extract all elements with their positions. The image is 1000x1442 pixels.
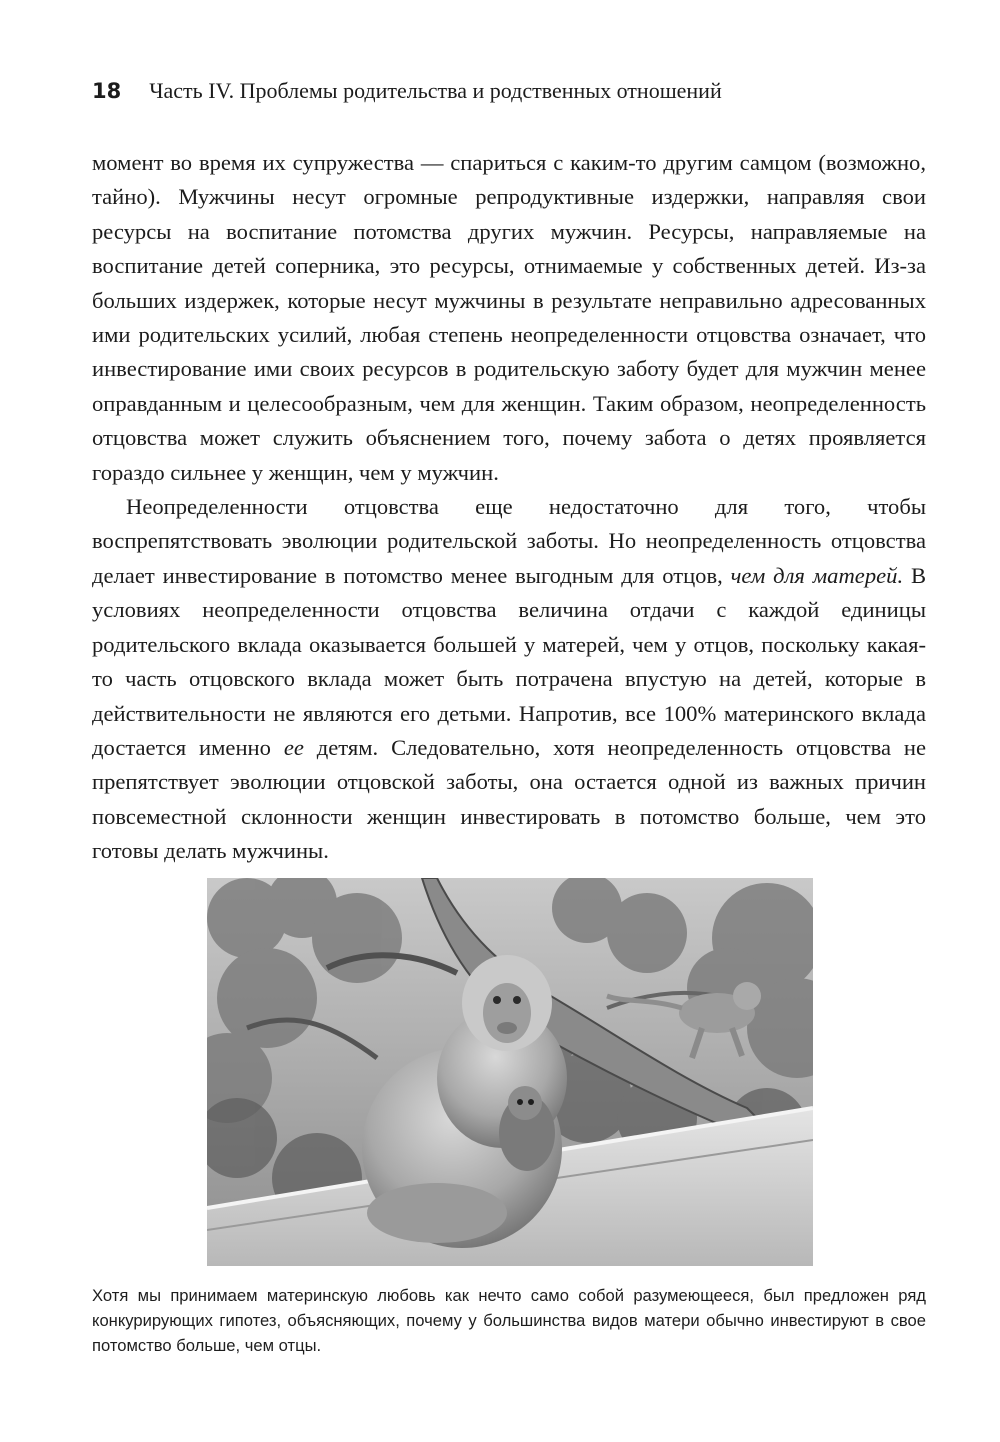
- paragraph-2-text-3: детям. Следовательно, хотя неопределенность отцовства не препятствует эволюции отцовской заботы, она остается одной из важных причин повсеместной склонности женщин инвестировать в потомство больше, чем это готовы делать мужчины.: [92, 734, 926, 864]
- paragraph-2-text-2: В условиях неопределенности отцовства величина отдачи с каждой единицы родительского вклада оказывается большей у матерей, чем у отцов, поскольку какая-то часть отцовского вклада может быть потрачена впустую на детей, которые в действительности не являются его детьми. Напротив, все 100% материнского вклада достается именно: [92, 562, 927, 760]
- running-title: Часть IV. Проблемы родительства и родственных отношений: [149, 78, 722, 103]
- figure-photo: [207, 878, 813, 1266]
- page-number: 18: [92, 79, 122, 103]
- paragraph-2-italic-2: ее: [283, 734, 304, 760]
- paragraph-2: [92, 490, 926, 868]
- paragraph-1-text: момент во время их супружества — спариться с каким-то другим самцом (возможно, тайно). Мужчины несут огромные репродуктивные издержки, направляя свои ресурсы на воспитание потомства других мужчин. Ресурсы, направляемые на воспитание детей соперника, это ресурсы, отнимаемые у собственных детей. Из-за больших издержек, которые несут мужчины в результате неправильно адресованных ими родительских усилий, любая степень неопределенности отцовства означает, что инвестирование ими своих ресурсов в родительскую заботу будет для мужчин менее оправданным и целесообразным, чем для женщин. Таким образом, неопределенность отцовства может служить объяснением того, почему забота о детях проявляется гораздо сильнее у женщин, чем у мужчин.: [92, 150, 926, 485]
- main-text: [92, 146, 926, 869]
- running-header: [92, 78, 932, 118]
- paragraph-1: [92, 146, 926, 490]
- monkey-photo-illustration: [207, 878, 813, 1266]
- paragraph-2-italic-1: чем для матерей.: [730, 562, 904, 588]
- paragraph-2-text-1: Неопределенности отцовства еще недостаточно для того, чтобы воспрепятствовать эволюции родительской заботы. Но неопределенность отцовства делает инвестирование в потомство менее выгодным для отцов,: [92, 494, 926, 588]
- figure-caption: Хотя мы принимаем материнскую любовь как нечто само собой разумеющееся, был предложен ряд конкурирующих гипотез, объясняющих, почему у большинства видов матери обычно инвестируют в свое потомство больше, чем отцы.: [92, 1286, 926, 1355]
